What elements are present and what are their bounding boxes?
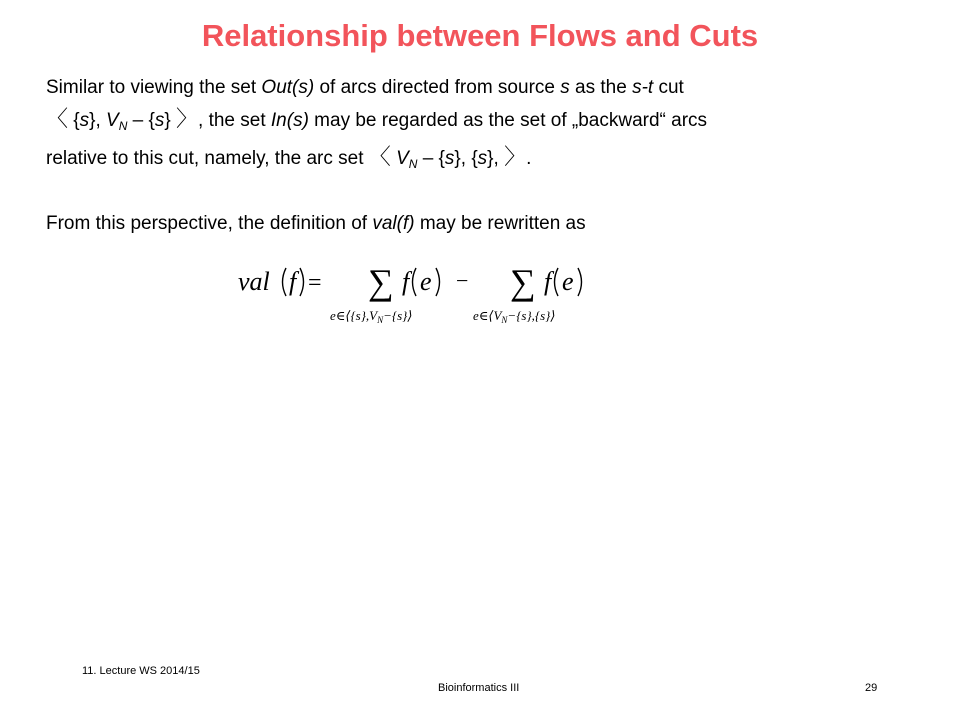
term-f-1: f [402, 267, 410, 296]
slide-title: Relationship between Flows and Cuts [201, 18, 759, 53]
left-angle-bracket: 〈 [368, 145, 391, 170]
term-e-2: e [562, 267, 574, 296]
formula-paren-close [300, 268, 304, 296]
sum-sign-2: ∑ [510, 262, 536, 302]
in-s-term: In(s) [270, 110, 309, 131]
term-e-1: e [420, 267, 432, 296]
formula-f-arg: f [289, 267, 297, 296]
val-f-formula [230, 248, 600, 338]
formula-equals: = [308, 270, 322, 296]
left-angle-bracket: 〈 [46, 107, 69, 132]
term-paren-close-1 [436, 268, 440, 296]
formula-paren-open [283, 268, 287, 296]
out-s-term: Out(s) [261, 77, 315, 98]
footer-course: Bioinformatics III [438, 682, 520, 694]
term-paren-open-1 [413, 268, 417, 296]
right-angle-bracket: 〉 [504, 145, 527, 170]
footer-page-number: 29 [865, 682, 878, 694]
val-f-term: val(f) [372, 213, 415, 234]
paragraph-perspective: From this perspective, the definition of val(f) may be rewritten as [46, 213, 586, 234]
formula-minus: − [456, 268, 469, 293]
footer-lecture: 11. Lecture WS 2014/15 [82, 665, 200, 677]
formula-val: val [238, 267, 270, 296]
term-paren-open-2 [555, 268, 559, 296]
term-paren-close-2 [578, 268, 582, 296]
right-angle-bracket: 〉 [176, 107, 199, 132]
sum-subscript-2: $e\in⟨V_N-\{s\},\{s\}⟩$ [473, 308, 556, 325]
paragraph-cut-description: Similar to viewing the set Out(s) of arcs directed from source s as the s-t cut 〈 {s}, $V_N - \{s\}$ 〉, the set In(s) may be regarded as the set of „backward“ arcs relative to this cut, namely, the arc set 〈 $V_N - \{s\}$, {s}, 〉. [46, 77, 708, 171]
sum-subscript-1: $e\in⟨\{s\},V_N-\{s\}⟩$ [330, 308, 413, 325]
sum-sign-1: ∑ [368, 262, 394, 302]
term-f-2: f [544, 267, 552, 296]
